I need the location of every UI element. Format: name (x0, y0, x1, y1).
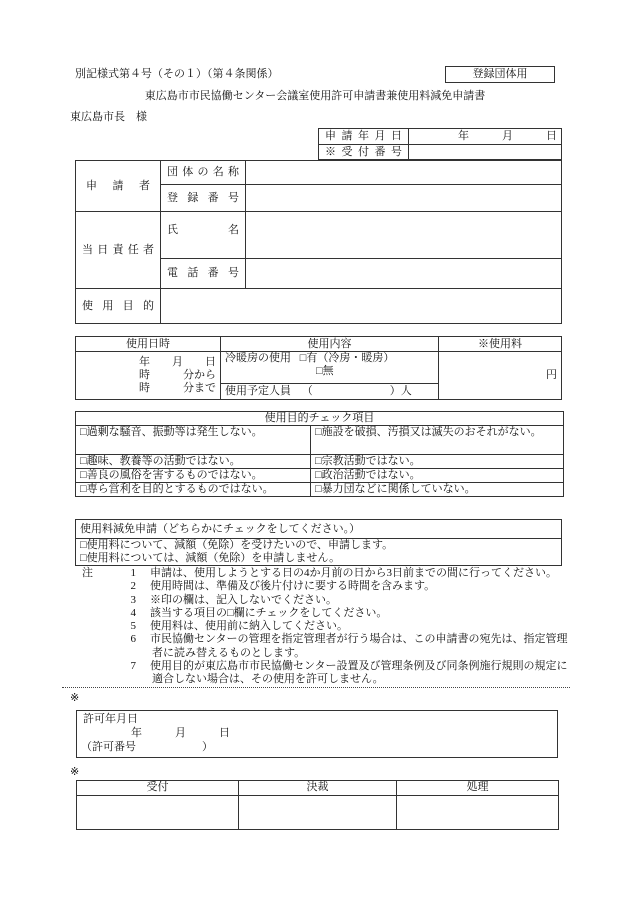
check-item[interactable]: □暴力団などに関係していない。 (311, 483, 564, 497)
cut-line-divider (62, 687, 570, 688)
permit-date-value: 年 月 日 (131, 726, 230, 739)
registered-group-badge: 登録団体用 (445, 66, 555, 83)
applicant-label: 申 請 者 (76, 161, 161, 212)
permit-box (76, 710, 558, 758)
usage-date: 年 月 日 (139, 356, 216, 368)
note-item: 5 使用料は、使用前に納入してください。 (130, 620, 348, 633)
fee-exemption-table (75, 519, 562, 566)
usage-datetime-field[interactable] (76, 352, 221, 400)
check-item[interactable]: □政治活動ではない。 (311, 469, 564, 483)
phone-field[interactable] (246, 259, 562, 289)
processing-cell (397, 795, 559, 829)
ac-label: 冷暖房の使用 (225, 352, 291, 364)
group-name-field[interactable] (246, 161, 562, 185)
fee-header: ※使用料 (439, 337, 562, 352)
datetime-header: 使用日時 (76, 337, 221, 352)
fee-exemption-header: 使用料減免申請（どちらかにチェックをしてください。） (76, 520, 562, 539)
addressee: 東広島市長 様 (70, 111, 147, 123)
application-date-table (318, 128, 562, 160)
phone-label: 電話番号 (161, 259, 246, 289)
check-item[interactable]: □施設を破損、汚損又は滅失のおそれがない。 (311, 426, 564, 455)
ac-no-checkbox[interactable]: □無 (316, 365, 334, 377)
purpose-field[interactable] (161, 289, 562, 324)
note-item: 1 申請は、使用しようとする日の4か月前の日から3日前までの間に行ってください。 (130, 567, 557, 579)
purpose-check-table (75, 411, 564, 497)
people-field[interactable]: （ ）人 (301, 385, 412, 397)
apply-date-label: 申請年月日 (319, 129, 409, 145)
reception-header: 受付 (77, 780, 239, 795)
usage-from: 時 分から (139, 369, 216, 381)
usage-to: 時 分まで (139, 382, 216, 394)
page-title: 東広島市市民協働センター会議室使用許可申請書兼使用料減免申請書 (144, 90, 486, 102)
fee-field: 円 (439, 352, 562, 400)
note-item: 2 使用時間は、準備及び後片付けに要する時間を含みます。 (130, 580, 436, 593)
check-item[interactable]: □過剰な騒音、振動等は発生しない。 (76, 426, 311, 455)
apply-date-field[interactable]: 年 月 日 (409, 129, 562, 145)
reception-cell (77, 795, 239, 829)
permit-date-label: 許可年月日 (83, 712, 138, 725)
fee-exemption-apply-checkbox[interactable]: □使用料について、減額（免除）を受けたいので、申請します。 (80, 539, 394, 551)
receipt-number-field (409, 145, 562, 160)
receipt-number-label: ※受付番号 (319, 145, 409, 160)
approval-header: 決裁 (239, 780, 397, 795)
approval-cell (239, 795, 397, 829)
note-item: 4 該当する項目の□欄にチェックをしてください。 (130, 606, 388, 619)
office-use-mark: ※ (70, 691, 80, 704)
process-table (76, 780, 559, 830)
form-number: 別記様式第４号（その１）（第４条関係） (75, 68, 279, 80)
check-item[interactable]: □趣味、教養等の活動ではない。 (76, 455, 311, 469)
note-item: 7 使用目的が東広島市市民協働センター設置及び管理条例及び同条例施行規則の規定に適合しない場合は、その使用を許可しません。 (130, 660, 568, 686)
responsible-person-label: 当日責任者 (76, 212, 161, 289)
check-item[interactable]: □専ら営利を目的とするものではない。 (76, 483, 311, 497)
note-item: 6 市民協働センターの管理を指定管理者が行う場合は、この申請書の宛先は、指定管理者に読み替えるものとします。 (130, 633, 568, 659)
permit-number: （許可番号 ） (81, 740, 213, 753)
usage-table (75, 336, 562, 400)
notes (80, 567, 570, 687)
applicant-table (75, 160, 562, 324)
group-name-label: 団体の名称 (161, 161, 246, 185)
purpose-check-header: 使用目的チェック項目 (76, 412, 564, 426)
ac-yes-checkbox[interactable]: □有（冷房・暖房） (299, 352, 395, 364)
purpose-label: 使用目的 (76, 289, 161, 324)
check-item[interactable]: □宗教活動ではない。 (311, 455, 564, 469)
registration-number-field[interactable] (246, 185, 562, 212)
content-header: 使用内容 (221, 337, 439, 352)
name-field[interactable] (246, 212, 562, 259)
fee-exemption-decline-checkbox[interactable]: □使用料については、減額（免除）を申請しません。 (80, 552, 341, 564)
processing-header: 処理 (397, 780, 559, 795)
people-label: 使用予定人員 (225, 385, 291, 397)
check-item[interactable]: □善良の風俗を害するものではない。 (76, 469, 311, 483)
header-line (0, 0, 630, 82)
office-use-mark: ※ (70, 765, 80, 778)
name-label: 氏 名 (161, 212, 246, 259)
note-item: 3 ※印の欄は、記入しないでください。 (130, 593, 337, 606)
registration-number-label: 登録番号 (161, 185, 246, 212)
notes-label: 注 (82, 567, 93, 579)
